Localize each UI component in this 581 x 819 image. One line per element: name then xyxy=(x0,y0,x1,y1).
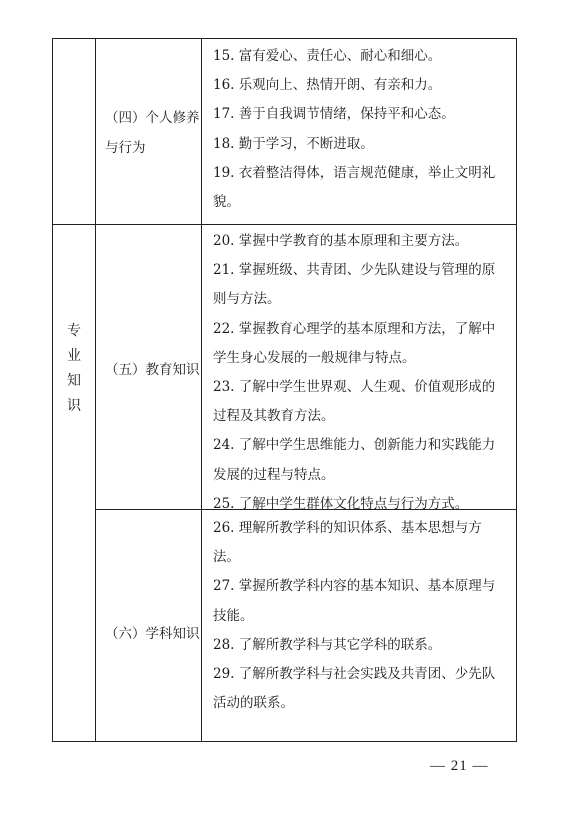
domain-label-professional-knowledge xyxy=(53,319,95,419)
list-item: 15. 富有爱心、责任心、耐心和细心。 xyxy=(213,48,442,64)
list-item: 16. 乐观向上、热情开朗、有亲和力。 xyxy=(213,77,442,94)
list-item: 27. 掌握所教学科内容的基本知识、基本原理与 xyxy=(213,578,496,595)
subdomain-title: （六）学科知识 xyxy=(105,626,200,642)
list-item: 19. 衣着整洁得体，语言规范健康，举止文明礼 xyxy=(213,164,496,181)
requirement-list xyxy=(213,42,508,217)
list-item: 26. 理解所教学科的知识体系、基本思想与方 xyxy=(213,520,482,536)
list-item: 22. 掌握教育心理学的基本原理和方法，了解中 xyxy=(213,320,496,337)
domain-label-char: 识 xyxy=(67,398,81,414)
subdomain-personal-conduct xyxy=(95,103,201,163)
subdomain-title-cont: 与行为 xyxy=(105,140,146,156)
requirement-list xyxy=(213,514,508,718)
list-item: 23. 了解中学生世界观、人生观、价值观形成的 xyxy=(213,379,496,396)
page-number: — 21 — xyxy=(430,758,489,774)
list-item: 17. 善于自我调节情绪，保持平和心态。 xyxy=(213,106,455,123)
domain-label-char: 业 xyxy=(67,348,81,364)
list-item: 28. 了解所教学科与其它学科的联系。 xyxy=(213,636,442,653)
domain-label-char: 知 xyxy=(67,373,81,389)
list-item: 25. 了解中学生群体文化特点与行为方式。 xyxy=(213,495,469,512)
subdomain-title: （五）教育知识 xyxy=(105,362,200,378)
list-item: 21. 掌握班级、共青团、少先队建设与管理的原 xyxy=(213,262,496,279)
list-item: 活动的联系。 xyxy=(213,695,294,712)
list-item: 29. 了解所教学科与社会实践及共青团、少先队 xyxy=(213,666,496,683)
list-item: 20. 掌握中学教育的基本原理和主要方法。 xyxy=(213,233,469,249)
list-item: 学生身心发展的一般规律与特点。 xyxy=(213,349,416,366)
subdomain-subject-knowledge xyxy=(95,619,201,649)
table-divider-vertical xyxy=(201,39,202,741)
list-item: 貌。 xyxy=(213,194,240,211)
table-divider-horizontal xyxy=(53,224,516,225)
list-item: 24. 了解中学生思维能力、创新能力和实践能力 xyxy=(213,437,496,454)
subdomain-title: （四）个人修养 xyxy=(105,110,200,126)
list-item: 发展的过程与特点。 xyxy=(213,466,335,483)
list-item: 技能。 xyxy=(213,607,254,624)
list-item: 18. 勤于学习，不断进取。 xyxy=(213,135,374,152)
subdomain-education-knowledge xyxy=(95,355,201,385)
list-item: 法。 xyxy=(213,549,240,566)
requirement-list xyxy=(213,227,508,519)
standards-table xyxy=(52,38,517,742)
list-item: 过程及其教育方法。 xyxy=(213,408,335,425)
domain-label-char: 专 xyxy=(67,323,81,339)
list-item: 则与方法。 xyxy=(213,291,281,308)
